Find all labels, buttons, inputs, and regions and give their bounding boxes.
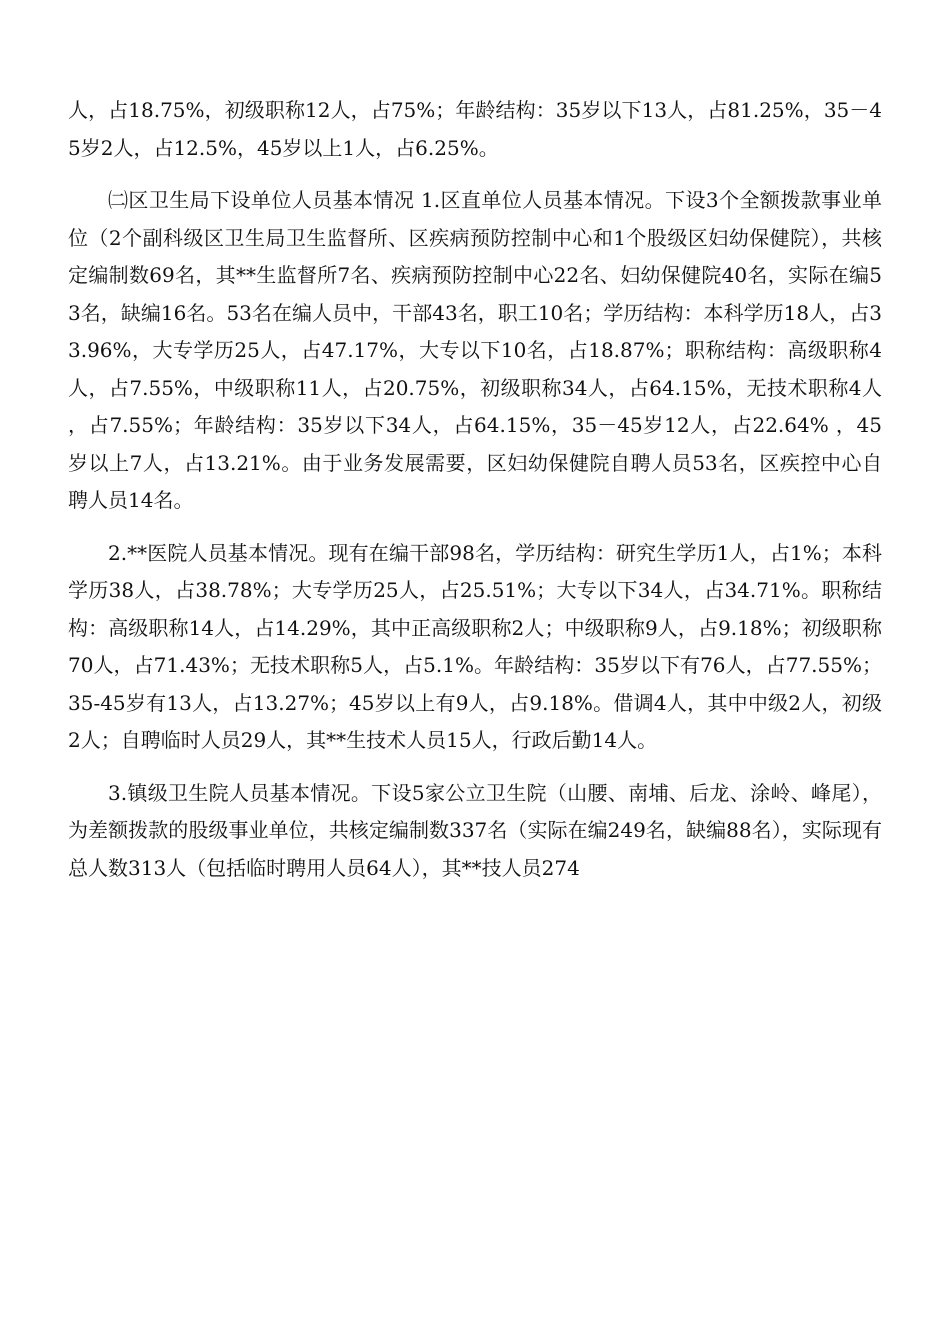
document-body xyxy=(68,92,882,887)
paragraph-hospital-staff: 2.**医院人员基本情况。现有在编干部98名，学历结构：研究生学历1人，占1%；本科学历38人，占38.78%；大专学历25人，占25.51%；大专以下34人，占34.71%。职称结构：高级职称14人，占14.29%，其中正高级职称2人；中级职称9人，占9.18%；初级职称70人，占71.43%；无技术职称5人，占5.1%。年龄结构：35岁以下有76人，占77.55%；35-45岁有13人，占13.27%；45岁以上有9人，占9.18%。借调4人，其中中级2人，初级2人；自聘临时人员29人，其**生技术人员15人，行政后勤14人。 xyxy=(68,540,882,752)
paragraph-subordinate-units: ㈡区卫生局下设单位人员基本情况 1.区直单位人员基本情况。下设3个全额拨款事业单位（2个副科级区卫生局卫生监督所、区疾病预防控制中心和1个股级区妇幼保健院），共核定编制数69名，其**生监督所7名、疾病预防控制中心22名、妇幼保健院40名，实际在编53名，缺编16名。53名在编人员中，干部43名，职工10名；学历结构：本科学历18人，占33.96%，大专学历25人，占47.17%，大专以下10名，占18.87%；职称结构：高级职称4人，占7.55%，中级职称11人，占20.75%，初级职称34人，占64.15%，无技术职称4人，占7.55%；年龄结构：35岁以下34人，占64.15%，35－45岁12人，占22.64% ，45岁以上7人，占13.21%。由于业务发展需要，区妇幼保健院自聘人员53名，区疾控中心自聘人员14名。 xyxy=(68,188,882,512)
paragraph-continuation: 人，占18.75%，初级职称12人，占75%；年龄结构：35岁以下13人，占81.25%，35－45岁2人，占12.5%，45岁以上1人，占6.25%。 xyxy=(68,98,882,160)
paragraph-township-health-centers: 3.镇级卫生院人员基本情况。下设5家公立卫生院（山腰、南埔、后龙、涂岭、峰尾），为差额拨款的股级事业单位，共核定编制数337名（实际在编249名，缺编88名），实际现有总人数313人（包括临时聘用人员64人），其**技人员274 xyxy=(68,780,882,880)
